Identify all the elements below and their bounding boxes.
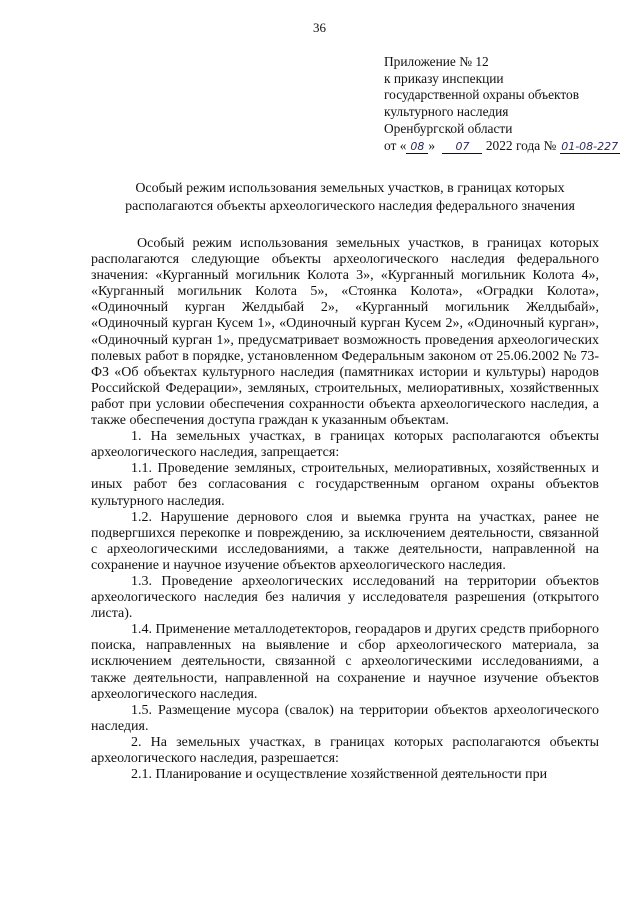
- appendix-header: [384, 54, 620, 154]
- doc-number-handwritten: 01-08-227: [561, 139, 619, 153]
- body-paragraph: 1.5. Размещение мусора (свалок) на территории объектов археологического наследия.: [91, 702, 599, 734]
- document-title: Особый режим использования земельных участков, в границах которых располагаются объекты археологического наследия федерального значения: [125, 181, 575, 214]
- date-mid: »: [428, 137, 436, 153]
- page-number: 36: [313, 20, 326, 35]
- appendix-line: Приложение № 12: [384, 54, 489, 69]
- date-month-handwritten: 07: [442, 140, 482, 154]
- appendix-line: к приказу инспекции: [384, 70, 504, 86]
- body-paragraph: 1.3. Проведение археологических исследований на территории объектов археологического наследия без наличия у исследователя разрешения (открытого листа).: [91, 573, 599, 622]
- body-paragraph: 1.2. Нарушение дернового слоя и выемка грунта на участках, ранее не подвергшихся перекопке и повреждению, за исключением деятельности, связанной с археологическими исследованиями, а также деятельности, направленной на сохранение и научное изучение объектов археологического наследия.: [91, 509, 599, 573]
- date-prefix: от «: [384, 137, 407, 153]
- body-paragraph: 2.1. Планирование и осуществление хозяйственной деятельности при: [131, 767, 548, 783]
- body-paragraph: Особый режим использования земельных участков, в границах которых располагаются следующие объекты археологического наследия федерального значения: «Курганный могильник Колота 3», «Курганный могильник Колота 4», «Курганный могильник Колота 5», «Стоянка Колота», «Оградки Колота», «Одиночный курган Желдыбай 2», «Курганный могильник Желдыбай», «Одиночный курган Кусем 1», «Одиночный курган Кусем 2», «Одиночный курган», «Одиночный курган 1», предусматривает возможность проведения археологических полевых работ в порядке, установленном Федеральным законом от 25.06.2002 № 73-ФЗ «Об объектах культурного наследия (памятниках истории и культуры) народов Российской Федерации», земляных, строительных, мелиоративных, хозяйственных работ при условии обеспечения сохранности объекта археологического наследия, а также обеспечения доступа граждан к указанным объектам.: [91, 236, 599, 429]
- body-paragraph: 1.4. Применение металлодетекторов, георадаров и других средств приборного поиска, направленных на выявление и сбор археологического материала, за исключением деятельности, связанной с археологическими исследованиями, а также деятельности, направленной на сохранение и научное изучение объектов археологического наследия.: [91, 622, 599, 702]
- body-paragraph: 1.1. Проведение земляных, строительных, мелиоративных, хозяйственных и иных работ без согласования с государственным органом охраны объектов культурного наследия.: [91, 461, 599, 509]
- appendix-line: культурного наследия: [384, 104, 509, 120]
- appendix-line: Оренбургской области: [384, 120, 513, 136]
- date-day-handwritten: 08: [406, 140, 428, 154]
- body-paragraph: 2. На земельных участках, в границах которых располагаются объекты археологического наследия, разрешается:: [91, 734, 599, 766]
- body-paragraph: 1. На земельных участках, в границах которых располагаются объекты археологического наследия, запрещается:: [91, 429, 599, 461]
- appendix-line: государственной охраны объектов: [384, 87, 580, 103]
- document-body: [91, 236, 599, 783]
- date-year: 2022 года №: [485, 137, 557, 153]
- appendix-date-line: [384, 138, 620, 155]
